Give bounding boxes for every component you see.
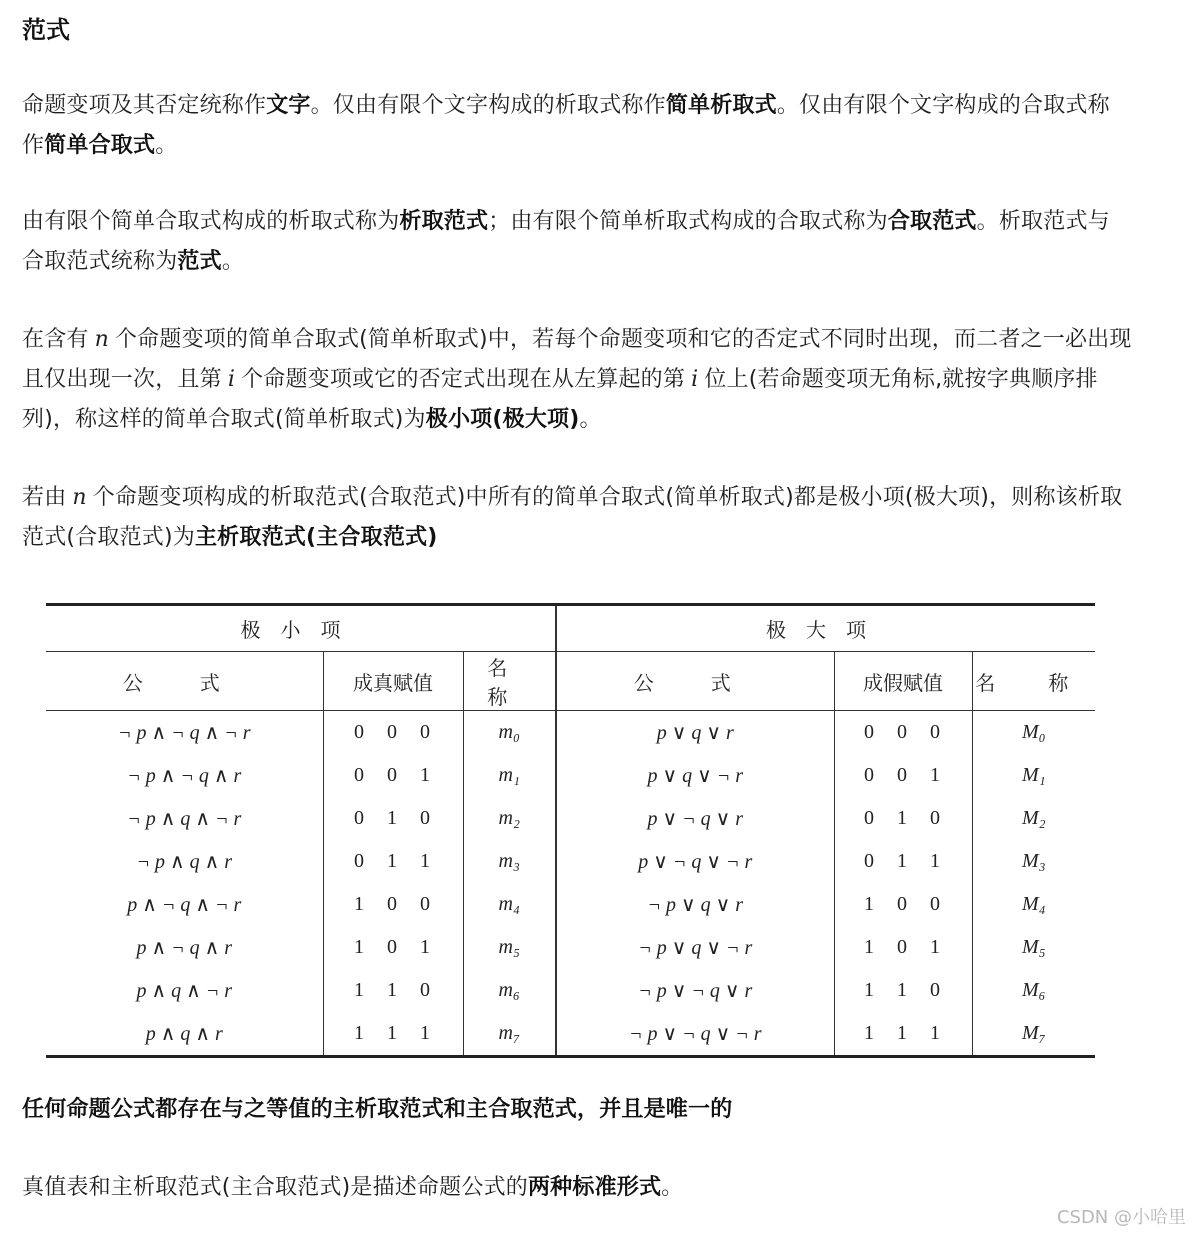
minterm-name: m₆ — [463, 969, 556, 1012]
false-assignment: 1 0 0 — [834, 883, 972, 926]
minterm-maxterm-table — [46, 603, 1095, 1058]
true-assignment: 0 1 1 — [323, 840, 463, 883]
table-row — [46, 754, 1095, 797]
maxterm-formula: p ∨ q ∨ r — [556, 711, 834, 755]
col-header-true-assignment: 成真赋值 — [323, 652, 463, 711]
false-assignment: 1 0 1 — [834, 926, 972, 969]
true-assignment: 0 0 1 — [323, 754, 463, 797]
paragraph-minterm-definition: 在含有 n 个命题变项的简单合取式(简单析取式)中，若每个命题变项和它的否定式不同时出现，而二者之一必出现且仅出现一次，且第 i 个命题变项或它的否定式出现在从左算起的第 i 位上(若命题变项无角标,就按字典顺序排列)，称这样的简单合取式(简单析取式)为极小项(极大项)。 — [22, 327, 1132, 432]
false-assignment: 1 1 0 — [834, 969, 972, 1012]
table-row — [46, 883, 1095, 926]
col-header-false-assignment: 成假赋值 — [834, 652, 972, 711]
paragraph-literal-definition: 命题变项及其否定统称作文字。仅由有限个文字构成的析取式称作简单析取式。仅由有限个文字构成的合取式称作简单合取式。 — [22, 93, 1110, 158]
false-assignment: 0 1 1 — [834, 840, 972, 883]
paragraph-normal-form-definition: 由有限个简单合取式构成的析取式称为析取范式；由有限个简单析取式构成的合取式称为合取范式。析取范式与合取范式统称为范式。 — [22, 209, 1110, 274]
maxterm-formula: ¬ p ∨ q ∨ ¬ r — [556, 926, 834, 969]
maxterm-name: M₆ — [972, 969, 1095, 1012]
maxterm-formula: p ∨ ¬ q ∨ r — [556, 797, 834, 840]
minterm-formula: ¬ p ∧ ¬ q ∧ r — [127, 765, 242, 787]
false-assignment: 0 0 0 — [834, 711, 972, 755]
true-assignment: 1 1 0 — [323, 969, 463, 1012]
group-header-maxterm: 极大项 — [556, 605, 1095, 652]
table-row — [46, 1012, 1095, 1057]
maxterm-name: M₀ — [972, 711, 1095, 755]
paragraph-principal-form-definition: 若由 n 个命题变项构成的析取范式(合取范式)中所有的简单合取式(简单析取式)都是极小项(极大项)，则称该析取范式(合取范式)为主析取范式(主合取范式) — [22, 485, 1123, 550]
minterm-name: m₂ — [463, 797, 556, 840]
group-header-minterm: 极小项 — [46, 605, 556, 652]
false-assignment: 0 0 1 — [834, 754, 972, 797]
minterm-name: m₄ — [463, 883, 556, 926]
minterm-name: m₅ — [463, 926, 556, 969]
maxterm-name: M₄ — [972, 883, 1095, 926]
false-assignment: 0 1 0 — [834, 797, 972, 840]
col-header-formula-max: 公 式 — [556, 652, 834, 711]
maxterm-formula: ¬ p ∨ ¬ q ∨ ¬ r — [556, 1012, 834, 1057]
watermark: CSDN @小哈里 — [1056, 1207, 1186, 1228]
col-header-name-max: 名 称 — [972, 652, 1095, 711]
true-assignment: 1 0 1 — [323, 926, 463, 969]
table-row — [46, 840, 1095, 883]
true-assignment: 1 0 0 — [323, 883, 463, 926]
minterm-formula: ¬ p ∧ ¬ q ∧ ¬ r — [117, 722, 251, 744]
minterm-formula: ¬ p ∧ q ∧ r — [136, 851, 233, 873]
maxterm-name: M₂ — [972, 797, 1095, 840]
maxterm-name: M₃ — [972, 840, 1095, 883]
maxterm-name: M₁ — [972, 754, 1095, 797]
minterm-formula: p ∧ q ∧ r — [145, 1023, 223, 1045]
false-assignment: 1 1 1 — [834, 1012, 972, 1057]
minterm-formula: p ∧ ¬ q ∧ ¬ r — [127, 894, 242, 916]
maxterm-name: M₅ — [972, 926, 1095, 969]
minterm-formula: p ∧ q ∧ ¬ r — [136, 980, 233, 1002]
table-row — [46, 969, 1095, 1012]
minterm-name: m₇ — [463, 1012, 556, 1057]
col-header-formula: 公 式 — [46, 652, 323, 711]
paragraph-standard-forms: 真值表和主析取范式(主合取范式)是描述命题公式的两种标准形式。 — [22, 1175, 684, 1200]
maxterm-name: M₇ — [972, 1012, 1095, 1057]
minterm-formula: ¬ p ∧ q ∧ ¬ r — [127, 808, 242, 830]
true-assignment: 1 1 1 — [323, 1012, 463, 1057]
minterm-name: m₃ — [463, 840, 556, 883]
minterm-name: m₀ — [463, 711, 556, 755]
maxterm-formula: p ∨ q ∨ ¬ r — [556, 754, 834, 797]
maxterm-formula: ¬ p ∨ ¬ q ∨ r — [556, 969, 834, 1012]
paragraph-uniqueness-theorem: 任何命题公式都存在与之等值的主析取范式和主合取范式，并且是唯一的 — [22, 1097, 733, 1122]
maxterm-formula: ¬ p ∨ q ∨ r — [556, 883, 834, 926]
minterm-formula: p ∧ ¬ q ∧ r — [136, 937, 233, 959]
maxterm-formula: p ∨ ¬ q ∨ ¬ r — [556, 840, 834, 883]
section-heading: 范式 — [22, 16, 70, 44]
table-row — [46, 797, 1095, 840]
col-header-name: 名 称 — [463, 652, 556, 711]
true-assignment: 0 0 0 — [323, 711, 463, 755]
minterm-name: m₁ — [463, 754, 556, 797]
true-assignment: 0 1 0 — [323, 797, 463, 840]
table-row — [46, 711, 1095, 755]
table-row — [46, 926, 1095, 969]
